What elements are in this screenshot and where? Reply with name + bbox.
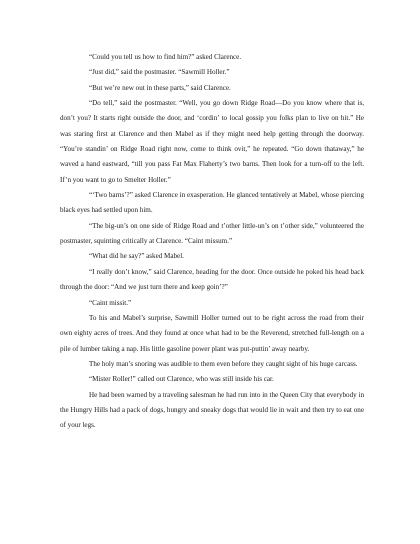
paragraph: “The big-un’s on one side of Ridge Road and t’other little-un’s on t’other side,” volunteered the postmaster, squinting critically at Clarence. “Caint missum.” <box>60 221 364 246</box>
paragraph: “Just did,” said the postmaster. “Sawmill Holler.” <box>89 68 230 77</box>
paragraph: “Could you tell us how to find him?” asked Clarence. <box>89 53 242 61</box>
paragraph: “Caint missit.” <box>89 298 132 307</box>
body-text <box>60 50 364 434</box>
paragraph: “But we’re new out in these parts,” said Clarence. <box>89 83 231 92</box>
paragraph: He had been warned by a traveling salesman he had run into in the Queen City that everybody in the Hungry Hills had a pack of dogs, hungry and sneaky dogs that would lie in wait and then try to eat one of your legs. <box>60 390 364 430</box>
paragraph: “I really don’t know,” said Clarence, heading for the door. Once outside he poked his head back through the door: “And we just turn there and keep goin’?” <box>60 267 364 292</box>
paragraph: “Mister Roller!” called out Clarence, who was still inside his car. <box>89 375 274 384</box>
paragraph: “What did he say?” asked Mabel. <box>89 252 184 261</box>
paragraph: “Do tell,” said the postmaster. “Well, you go down Ridge Road—Do you know where that is, don’t you? It starts right outside the door, and ‘cordin’ to local gossip you folks plan to live on hit.” He was staring first at Clarence and then Mabel as if they might need help getting through the doorway. “You’re standin’ on Ridge Road right now, come to think ovit,” he repeated. “Go down thataway,” he waved a hand eastward, “till you pass Fat Max Flaherty’s two barns. Then look for a turn-off to the left. If’n you want to go to Smelter Holler.” <box>60 99 364 184</box>
paragraph: The holy man’s snoring was audible to them even before they caught sight of his huge carcass. <box>89 359 358 368</box>
paragraph: To his and Mabel’s surprise, Sawmill Holler turned out to be right across the road from their own eighty acres of trees. And they found at once what had to be the Reverend, stretched full-length on a pile of lumber taking a nap. His little gasoline power plant was put-puttin’ away nearby. <box>60 313 364 353</box>
paragraph: “‘Two barns’?” asked Clarence in exasperation. He glanced tentatively at Mabel, whose piercing black eyes had settled upon him. <box>60 191 364 215</box>
